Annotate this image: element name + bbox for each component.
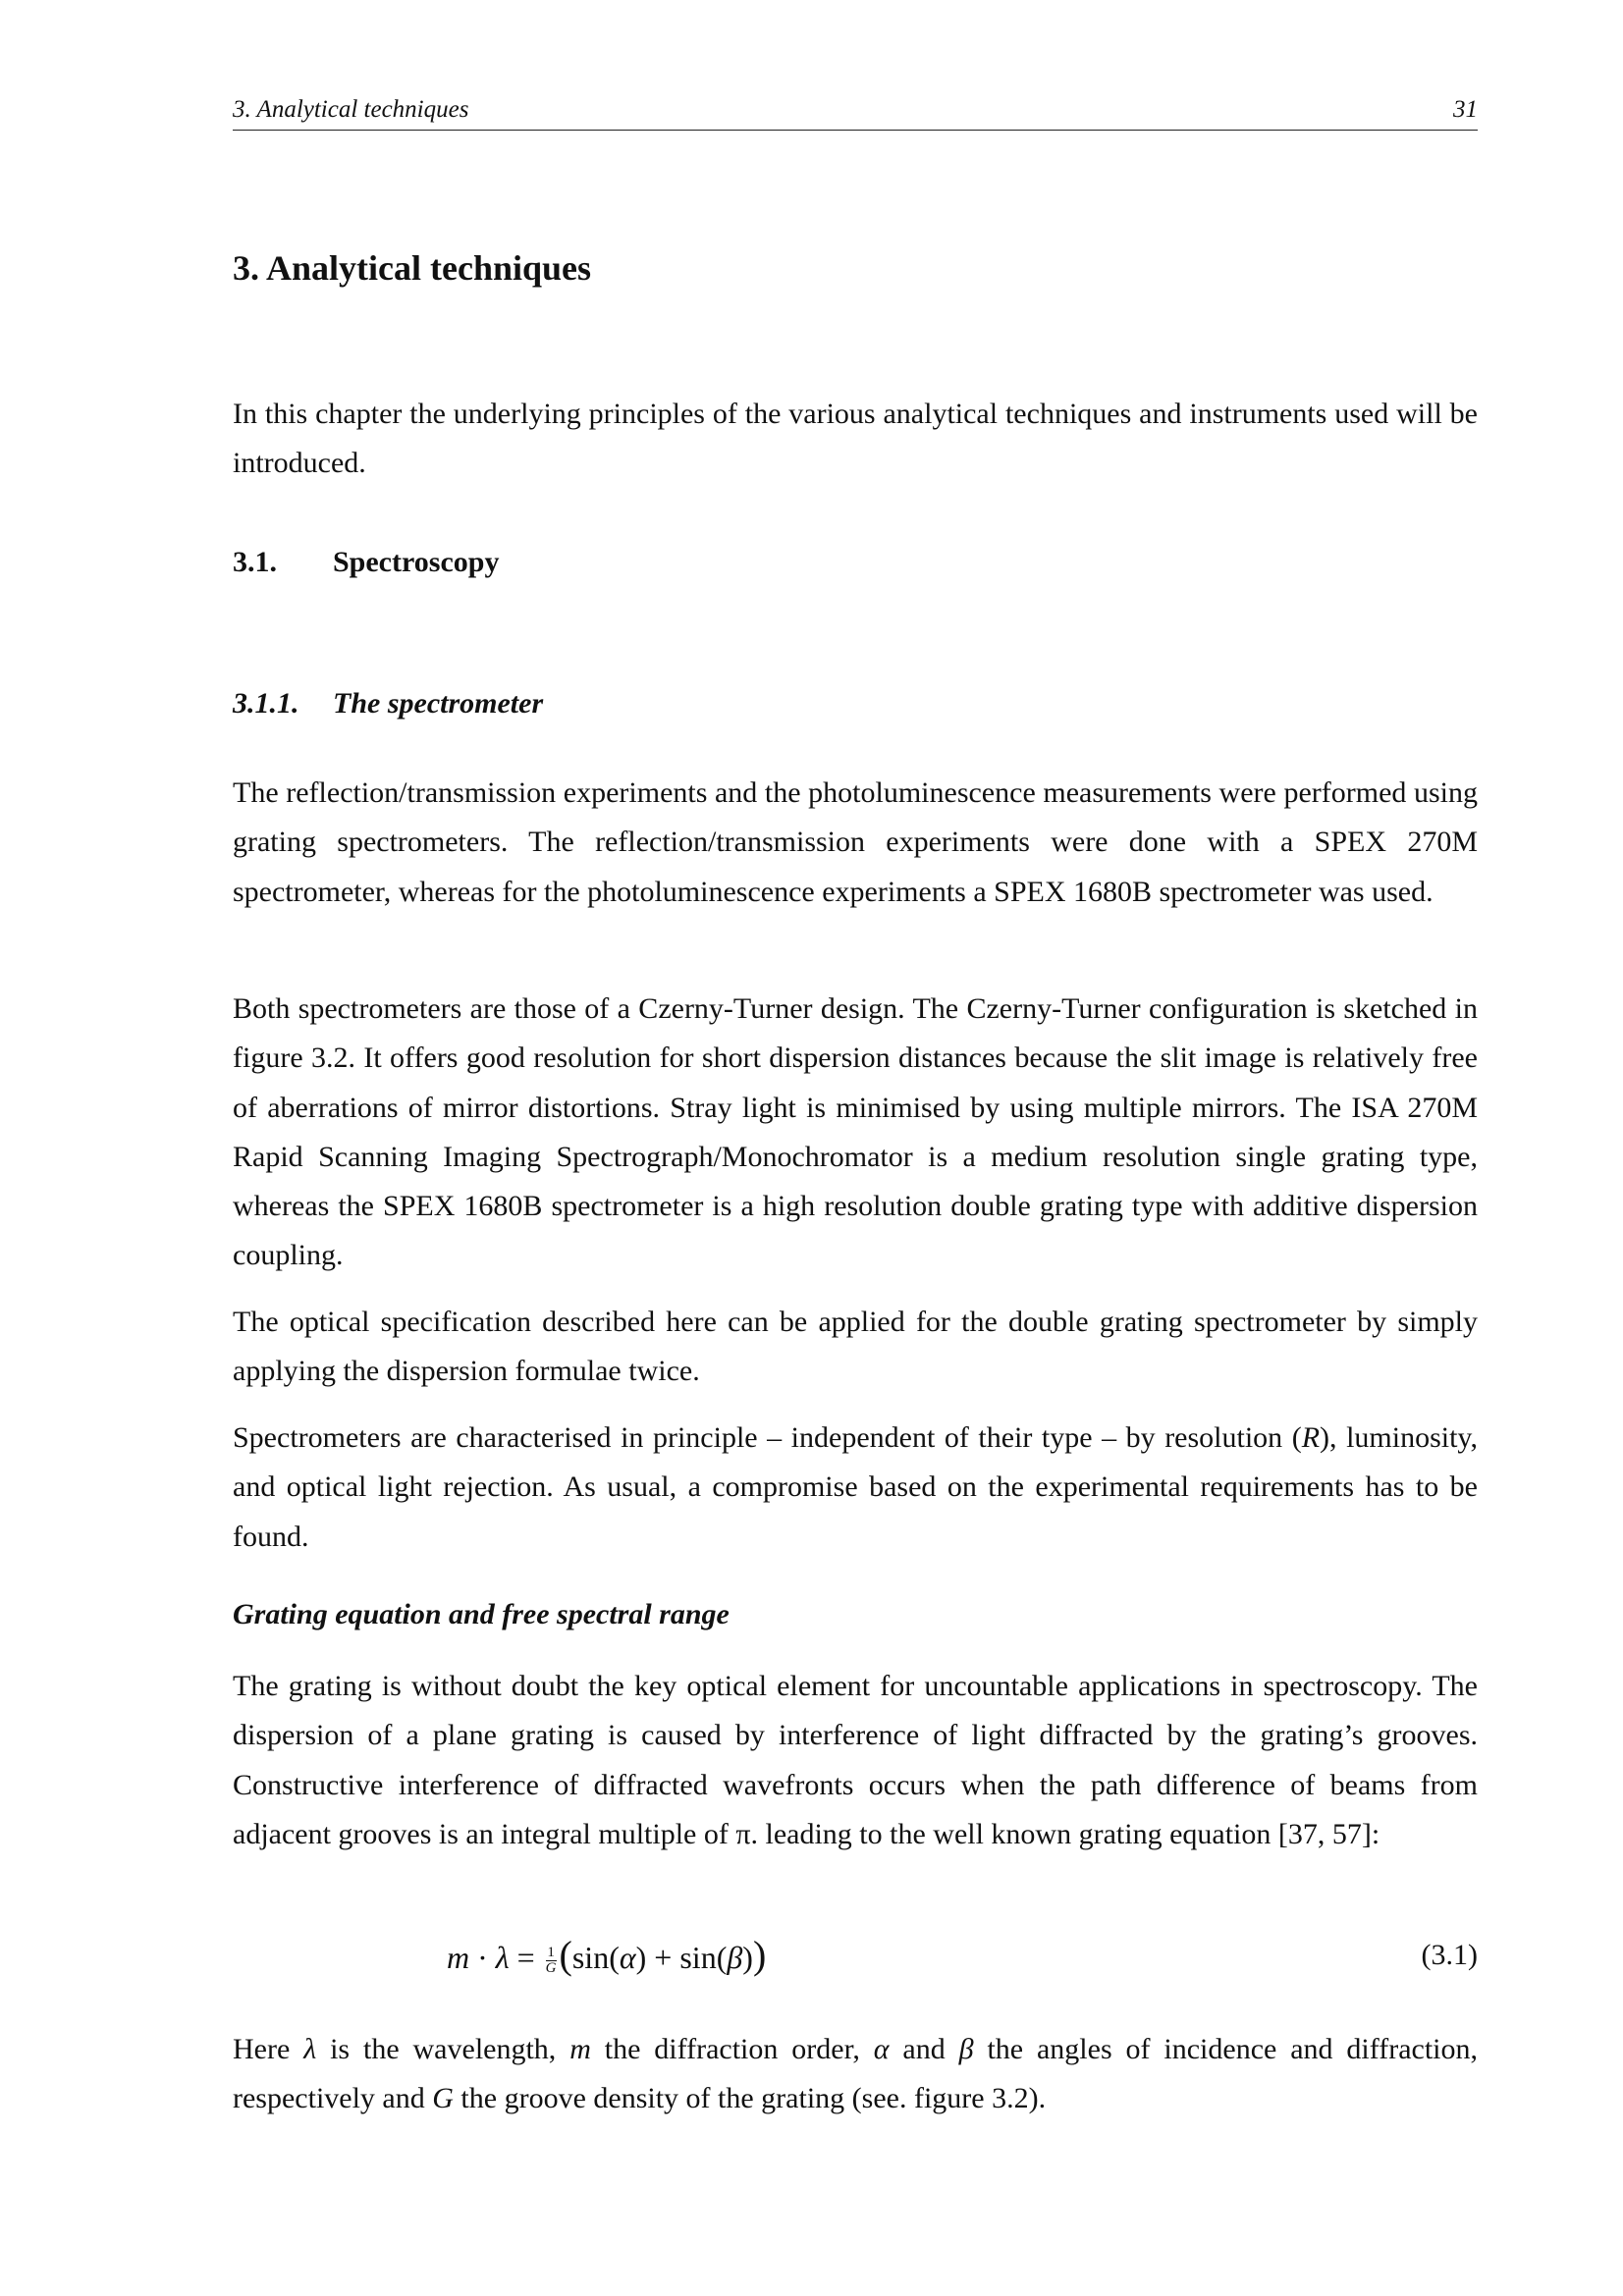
eq-alpha: α	[619, 1940, 636, 1975]
eq-beta: β	[727, 1940, 743, 1975]
paragraph-5: The grating is without doubt the key optical element for uncountable applications in spectroscopy. The dispersion of a plane grating is caused by interference of light diffracted by the grating’s grooves. Constructive interference of diffracted wavefronts occurs when the path difference of beams from adjacent grooves is an integral multiple of π. leading to the well known grating equation [37, 57]:	[233, 1670, 1478, 1850]
eq-fraction	[546, 1946, 557, 1976]
eq-sin-2: sin(	[679, 1940, 728, 1975]
eq-close-2: )	[742, 1940, 753, 1975]
expl-beta: β	[958, 2033, 974, 2065]
paragraph-1: The reflection/transmission experiments and the photoluminescence measurements were performed using grating spectrometers. The reflection/transmission experiments were done with a SPEX 270M spectrometer, whereas for the photoluminescence experiments a SPEX 1680B spectrometer was used.	[233, 776, 1478, 908]
eq-sin-1: sin(	[571, 1940, 620, 1975]
eq-lambda: λ	[495, 1940, 510, 1975]
expl-alpha: α	[873, 2033, 890, 2065]
eq-plus: +	[654, 1940, 673, 1975]
subsection-heading	[233, 687, 543, 721]
expl-t1: Here	[233, 2033, 304, 2065]
running-title: 3. Analytical techniques	[233, 96, 469, 123]
grating-equation	[447, 1932, 766, 1978]
expl-t6: the groove density of the grating (see. figure 3.2).	[453, 2082, 1047, 2115]
resolution-variable: R	[1301, 1421, 1321, 1454]
expl-lambda: λ	[303, 2033, 317, 2065]
expl-t4: and	[889, 2033, 959, 2065]
paragraph-4-text-a: Spectrometers are characterised in principle – independent of their type – by resolution (	[233, 1421, 1302, 1454]
section-title: Spectroscopy	[333, 546, 500, 578]
paragraph-4	[233, 1414, 1478, 1562]
subsection-title: The spectrometer	[333, 687, 544, 720]
expl-t5: the angles of incidence and diffraction, respectively and	[233, 2033, 1478, 2115]
expl-t3: the diffraction order,	[590, 2033, 874, 2065]
paragraph-3: The optical specification described here can be applied for the double grating spectrometer by simply applying the dispersion formulae twice.	[233, 1306, 1478, 1388]
eq-close-1: )	[635, 1940, 647, 1975]
eq-close-paren: )	[752, 1933, 767, 1977]
expl-G: G	[432, 2082, 454, 2115]
eq-open-paren: (	[559, 1933, 572, 1977]
equation-number: (3.1)	[1421, 1939, 1478, 1971]
eq-frac-den: G	[545, 1960, 557, 1977]
section-heading	[233, 546, 499, 579]
eq-dot: ·	[477, 1940, 488, 1975]
eq-equals: =	[516, 1940, 535, 1975]
paragraph-6	[233, 2025, 1478, 2124]
chapter-title: 3. Analytical techniques	[233, 248, 592, 288]
page-number: 31	[1453, 96, 1478, 123]
section-number: 3.1.	[233, 546, 277, 578]
paragraph-2: Both spectrometers are those of a Czerny-Turner design. The Czerny-Turner configuration is sketched in figure 3.2. It offers good resolution for short dispersion distances because the slit image is relatively free of aberrations of mirror distortions. Stray light is minimised by using multiple mirrors. The ISA 270M Rapid Scanning Imaging Spectrograph/Monochromator is a medium resolution single grating type, whereas the SPEX 1680B spectrometer is a high resolution double grating type with additive dispersion coupling.	[233, 992, 1478, 1272]
eq-frac-num: 1	[547, 1945, 555, 1961]
paragraph-4-text-b: ), luminosity, and optical light rejection. As usual, a compromise based on the experimental requirements has to be found.	[233, 1421, 1478, 1553]
subsection-number: 3.1.1.	[233, 687, 299, 720]
eq-m: m	[447, 1940, 470, 1975]
running-header	[233, 96, 1478, 131]
expl-m: m	[569, 2033, 591, 2065]
chapter-intro: In this chapter the underlying principles of the various analytical techniques and instruments used will be introduced.	[233, 398, 1478, 480]
grating-heading: Grating equation and free spectral range	[233, 1598, 730, 1630]
expl-t2: is the wavelength,	[316, 2033, 570, 2065]
